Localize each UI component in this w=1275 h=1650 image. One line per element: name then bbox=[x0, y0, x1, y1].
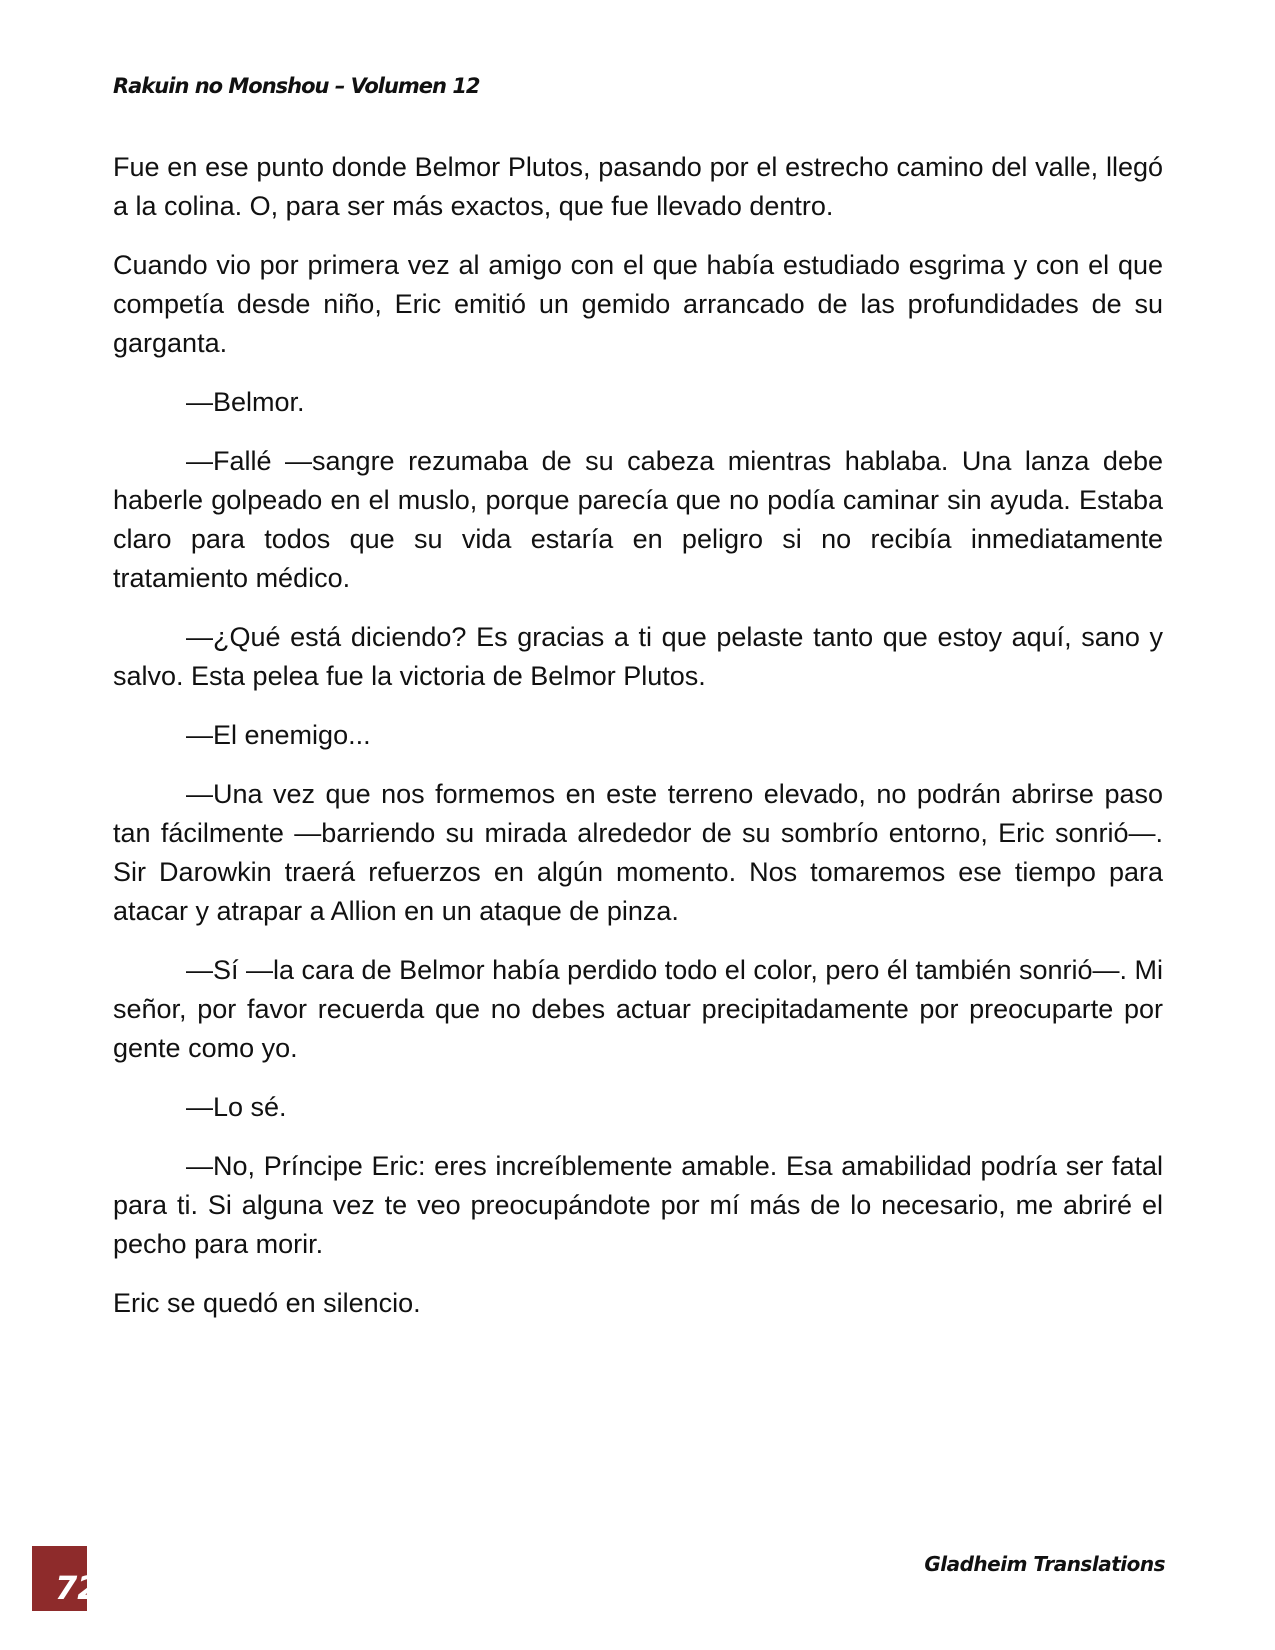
dialogue-paragraph-10: —No, Príncipe Eric: eres increíblemente amable. Esa amabilidad podría ser fatal para ti. Si alguna vez te veo preocupándote por mí más de lo necesario, me abriré el pecho para morir. bbox=[113, 1151, 1163, 1259]
dialogue-paragraph-4: —Fallé —sangre rezumaba de su cabeza mientras hablaba. Una lanza debe haberle golpeado en el muslo, porque parecía que no podía caminar sin ayuda. Estaba claro para todos que su vida estaría en peligro si no recibía inmediatamente tratamiento médico. bbox=[113, 446, 1163, 593]
paragraph-1: Fue en ese punto donde Belmor Plutos, pasando por el estrecho camino del valle, llegó a la colina. O, para ser más exactos, que fue llevado dentro. bbox=[113, 152, 1163, 221]
dialogue-paragraph-7: —Una vez que nos formemos en este terreno elevado, no podrán abrirse paso tan fácilmente —barriendo su mirada alrededor de su sombrío entorno, Eric sonrió—. Sir Darowkin traerá refuerzos en algún momento. Nos tomaremos ese tiempo para atacar y atrapar a Allion en un ataque de pinza. bbox=[113, 779, 1163, 926]
paragraph-2: Cuando vio por primera vez al amigo con el que había estudiado esgrima y con el que competía desde niño, Eric emitió un gemido arrancado de las profundidades de su garganta. bbox=[113, 250, 1163, 358]
page-number: 72 bbox=[55, 1569, 100, 1607]
dialogue-paragraph-6: —El enemigo... bbox=[186, 720, 371, 750]
page-number-underline bbox=[32, 1608, 87, 1611]
footer-credit: Gladheim Translations bbox=[924, 1552, 1165, 1576]
dialogue-paragraph-8: —Sí —la cara de Belmor había perdido todo el color, pero él también sonrió—. Mi señor, por favor recuerda que no debes actuar precipitadamente por preocuparte por gente como yo. bbox=[113, 955, 1163, 1063]
chapter-body bbox=[113, 148, 1163, 1343]
dialogue-paragraph-5: —¿Qué está diciendo? Es gracias a ti que pelaste tanto que estoy aquí, sano y salvo. Esta pelea fue la victoria de Belmor Plutos. bbox=[113, 622, 1163, 691]
paragraph-11: Eric se quedó en silencio. bbox=[113, 1288, 421, 1318]
page-number-box bbox=[32, 1546, 100, 1610]
running-header: Rakuin no Monshou – Volumen 12 bbox=[113, 74, 480, 98]
dialogue-paragraph-9: —Lo sé. bbox=[186, 1092, 287, 1122]
dialogue-paragraph-3: —Belmor. bbox=[186, 387, 305, 417]
